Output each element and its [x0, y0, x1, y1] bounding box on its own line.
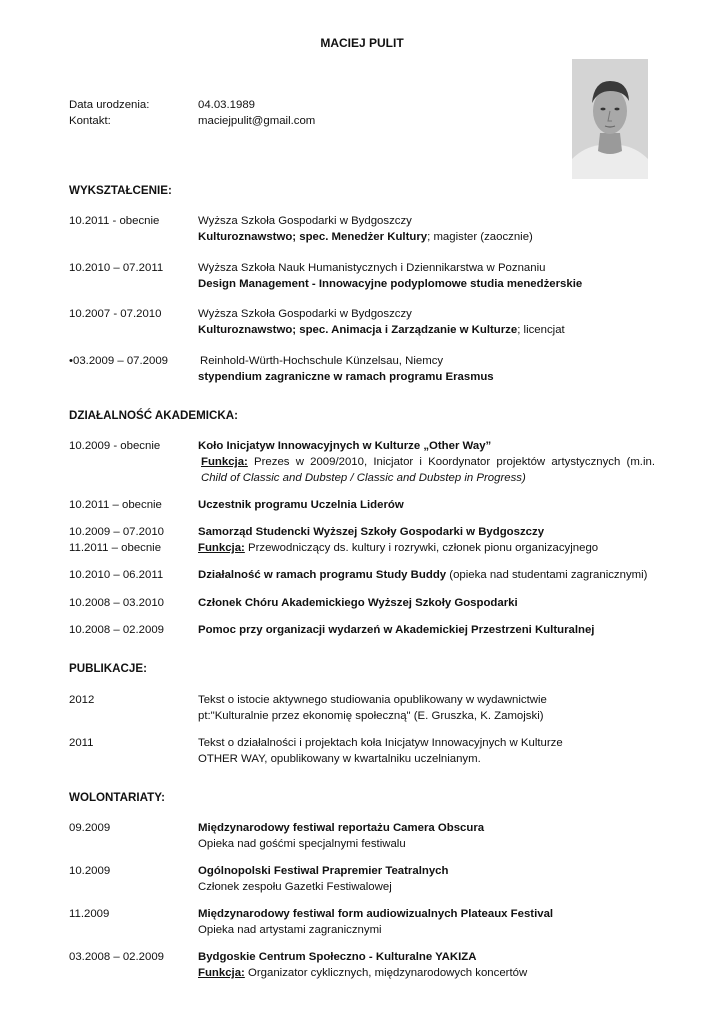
academic-date: 10.2009 - obecnie	[69, 440, 161, 452]
academic-date: 10.2008 – 02.2009	[69, 624, 165, 636]
profile-photo	[572, 59, 648, 179]
academic-heading: DZIAŁALNOŚĆ AKADEMICKA:	[69, 409, 238, 422]
academic-note: (opieka nad studentami zagranicznymi)	[446, 569, 648, 581]
academic-title: Pomoc przy organizacji wydarzeń w Akademickiej Przestrzeni Kulturalnej	[198, 624, 595, 636]
academic-date: 10.2011 – obecnie	[69, 499, 162, 511]
education-school: Wyższa Szkoła Gospodarki w Bydgoszczy	[198, 308, 412, 320]
volunteering-desc: Członek zespołu Gazetki Festiwalowej	[198, 881, 392, 893]
education-program-line	[198, 231, 533, 243]
academic-function-line	[198, 542, 598, 554]
volunteering-date: 09.2009	[69, 822, 111, 834]
academic-date: 10.2010 – 06.2011	[69, 569, 164, 581]
education-program-line	[198, 278, 582, 290]
education-program-line	[198, 324, 565, 336]
volunteering-date: 10.2009	[69, 865, 111, 877]
education-program: Kulturoznawstwo; spec. Animacja i Zarządzanie w Kulturze	[198, 324, 518, 336]
academic-date: 11.2011 – obecnie	[69, 542, 162, 554]
education-school: Wyższa Szkoła Nauk Humanistycznych i Dziennikarstwa w Poznaniu	[198, 262, 546, 274]
education-date: 10.2011 - obecnie	[69, 215, 160, 227]
publication-date: 2012	[69, 694, 95, 706]
publication-line: Tekst o działalności i projektach koła Inicjatyw Innowacyjnych w Kulturze	[198, 737, 563, 749]
academic-title: Samorząd Studencki Wyższej Szkoły Gospodarki w Bydgoszczy	[198, 526, 545, 538]
academic-function-italic: Child of Classic and Dubstep / Classic and Dubstep in Progress)	[201, 472, 526, 484]
academic-date: 10.2008 – 03.2010	[69, 597, 165, 609]
education-heading: WYKSZTAŁCENIE:	[69, 184, 172, 197]
page-title: MACIEJ PULIT	[320, 36, 404, 50]
academic-function-line	[201, 456, 655, 468]
publication-line: Tekst o istocie aktywnego studiowania opublikowany w wydawnictwie	[198, 694, 547, 706]
volunteering-date: 03.2008 – 02.2009	[69, 951, 165, 963]
volunteering-title: Ogólnopolski Festiwal Prapremier Teatralnych	[198, 865, 449, 877]
education-degree: ; magister (zaocznie)	[427, 231, 533, 243]
academic-date: 10.2009 – 07.2010	[69, 526, 165, 538]
function-label: Funkcja:	[198, 967, 245, 979]
education-date: •03.2009 – 07.2009	[69, 355, 169, 367]
academic-title: Działalność w ramach programu Study Buddy	[198, 569, 447, 581]
function-text: Organizator cyklicznych, międzynarodowych koncertów	[244, 967, 528, 979]
birth-value: 04.03.1989	[198, 99, 256, 111]
volunteering-date: 11.2009	[69, 908, 110, 920]
publication-date: 2011	[69, 737, 94, 749]
academic-title: Uczestnik programu Uczelnia Liderów	[198, 499, 404, 511]
education-school: Reinhold-Würth-Hochschule Künzelsau, Niemcy	[200, 355, 444, 367]
publications-heading: PUBLIKACJE:	[69, 662, 147, 675]
volunteering-title: Bydgoskie Centrum Społeczno - Kulturalne YAKIZA	[198, 951, 477, 963]
volunteering-title: Międzynarodowy festiwal form audiowizualnych Plateaux Festival	[198, 908, 554, 920]
education-date: 10.2007 - 07.2010	[69, 308, 162, 320]
birth-label: Data urodzenia:	[69, 99, 150, 111]
education-program: Design Management - Innowacyjne podyplomowe studia menedżerskie	[198, 278, 583, 290]
volunteering-title: Międzynarodowy festiwal reportażu Camera Obscura	[198, 822, 485, 834]
education-program-line	[198, 371, 494, 383]
volunteering-desc: Opieka nad gośćmi specjalnymi festiwalu	[198, 838, 406, 850]
education-program: stypendium zagraniczne w ramach programu Erasmus	[198, 371, 494, 383]
volunteering-heading: WOLONTARIATY:	[69, 791, 165, 804]
volunteering-function-line	[198, 967, 527, 979]
education-school: Wyższa Szkoła Gospodarki w Bydgoszczy	[198, 215, 412, 227]
contact-label: Kontakt:	[69, 115, 111, 127]
education-degree: ; licencjat	[517, 324, 565, 336]
publication-line: pt:"Kulturalnie przez ekonomię społeczną" (E. Gruszka, K. Zamojski)	[198, 710, 544, 722]
academic-title-line	[198, 569, 647, 581]
function-text: Prezes w 2009/2010, Inicjator i Koordynator projektów artystycznych (m.in.	[247, 456, 655, 468]
volunteering-desc: Opieka nad artystami zagranicznymi	[198, 924, 382, 936]
contact-email[interactable]: maciejpulit@gmail.com	[198, 115, 316, 127]
education-date: 10.2010 – 07.2011	[69, 262, 164, 274]
function-label: Funkcja:	[198, 542, 245, 554]
academic-title: Koło Inicjatyw Innowacyjnych w Kulturze „Other Way”	[198, 440, 492, 452]
academic-title: Członek Chóru Akademickiego Wyższej Szkoły Gospodarki	[198, 597, 518, 609]
function-label: Funkcja:	[201, 456, 248, 468]
education-program: Kulturoznawstwo; spec. Menedżer Kultury	[198, 231, 428, 243]
publication-line: OTHER WAY, opublikowany w kwartalniku uczelnianym.	[198, 753, 481, 765]
function-text: Przewodniczący ds. kultury i rozrywki, członek pionu organizacyjnego	[244, 542, 599, 554]
